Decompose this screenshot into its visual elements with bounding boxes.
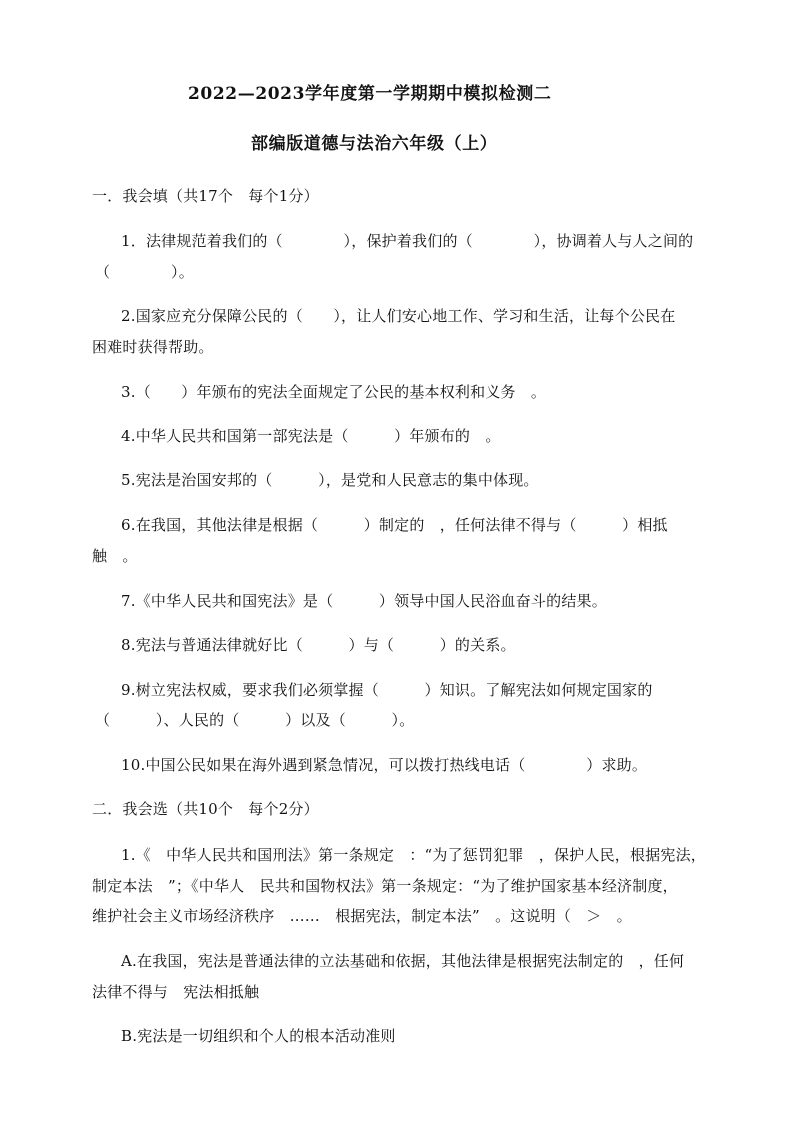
- choice-question-1-line-2: 制定本法 ”；《中华人 民共和国物权法》第一条规定：“为了维护国家基本经济制度，: [92, 877, 678, 895]
- question-2-line-1: 2.国家应充分保障公民的（ ），让人们安心地工作、学习和生活，让每个公民在: [121, 307, 676, 325]
- question-2-line-2: 困难时获得帮助。: [92, 338, 214, 356]
- option-a-line-2: 法律不得与 宪法相抵触: [92, 983, 260, 1001]
- question-9-line-1: 9.树立宪法权威，要求我们必须掌握（ ）知识。了解宪法如何规定国家的: [121, 681, 653, 699]
- question-1-line-1: 1．法律规范着我们的（ ），保护着我们的（ ），协调着人与人之间的: [121, 232, 694, 250]
- exam-subtitle: 部编版道德与法治六年级（上）: [251, 134, 498, 154]
- choice-question-1-line-1: 1.《 中华人民共和国刑法》第一条规定 ：“为了惩罚犯罪 ，保护人民，根据宪法，: [121, 846, 706, 864]
- section-1-heading: 一．我会填（共17个 每个1分）: [92, 187, 319, 205]
- option-a-line-1: A.在我国，宪法是普通法律的立法基础和依据，其他法律是根据宪法制定的 ，任何: [121, 952, 685, 970]
- question-8: 8.宪法与普通法律就好比（ ）与（ ）的关系。: [121, 636, 516, 654]
- question-4: 4.中华人民共和国第一部宪法是（ ）年颁布的 。: [121, 427, 501, 445]
- option-b: B.宪法是一切组织和个人的根本活动准则: [121, 1027, 396, 1045]
- question-9-line-2: （ ）、人民的（ ）以及（ ）。: [95, 711, 415, 729]
- question-6-line-2: 触 。: [92, 547, 138, 565]
- question-10: 10.中国公民如果在海外遇到紧急情况，可以拨打热线电话（ ）求助。: [121, 756, 648, 774]
- question-5: 5.宪法是治国安邦的（ ），是党和人民意志的集中体现。: [121, 471, 539, 489]
- question-6-line-1: 6.在我国，其他法律是根据（ ）制定的 ，任何法律不得与（ ）相抵: [121, 516, 668, 534]
- question-3: 3.（ ）年颁布的宪法全面规定了公民的基本权利和义务 。: [121, 383, 547, 401]
- choice-question-1-line-3: 维护社会主义市场经济秩序 …… 根据宪法，制定本法” 。这说明（ ＞ 。: [92, 907, 632, 925]
- question-1-line-2: （ ）。: [95, 263, 194, 281]
- question-7: 7.《中华人民共和国宪法》是（ ）领导中国人民浴血奋斗的结果。: [121, 592, 607, 610]
- section-2-heading: 二．我会选（共10个 每个2分）: [92, 800, 319, 818]
- exam-title: 2022—2023学年度第一学期期中模拟检测二: [188, 84, 552, 104]
